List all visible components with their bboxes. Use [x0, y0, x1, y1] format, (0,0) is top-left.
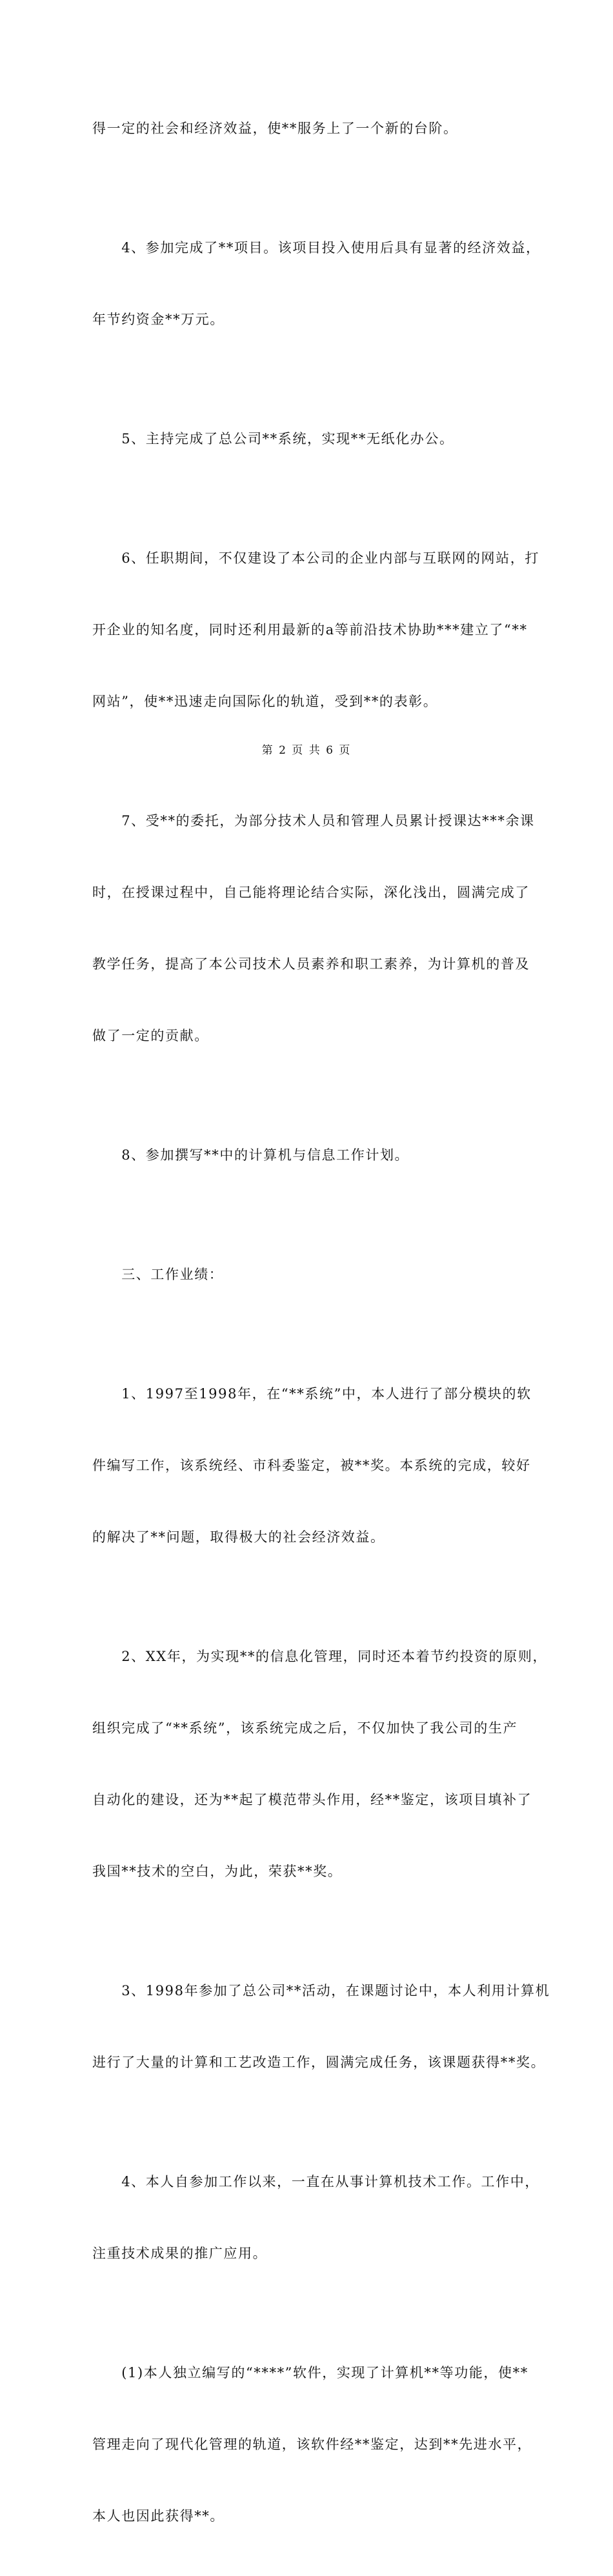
- text-line: 自动化的建设，还为**起了模范带头作用，经**鉴定，该项目填补了: [92, 1792, 532, 1807]
- text-line: 管理走向了现代化管理的轨道，该软件经**鉴定，达到**先进水平，: [92, 2437, 532, 2452]
- paragraph-item-8: [92, 1096, 525, 1215]
- text-line: 本人也因此获得**。: [92, 2508, 225, 2524]
- page-number-footer: 第 2 页 共 6 页: [261, 744, 352, 757]
- text-line: 7、受**的委托，为部分技术人员和管理人员累计授课达***余课: [92, 813, 535, 829]
- paragraph-achievement-2: [92, 1597, 548, 1931]
- paragraph-achievement-4: [92, 2122, 539, 2313]
- text-line: 开企业的知名度，同时还利用最新的a等前沿技术协助***建立了“**: [92, 622, 528, 638]
- paragraph-achievement-3: [92, 1931, 550, 2122]
- text-line: 网站”，使**迅速走向国际化的轨道，受到**的表彰。: [92, 694, 438, 709]
- paragraph-achievement-1: [92, 1334, 532, 1597]
- text-line: 得一定的社会和经济效益，使**服务上了一个新的台阶。: [92, 121, 458, 136]
- text-line: 教学任务，提高了本公司技术人员素养和职工素养，为计算机的普及: [92, 956, 530, 972]
- text-line: 6、任职期间，不仅建设了本公司的企业内部与互联网的网站，打: [92, 550, 539, 566]
- text-line: 1、1997至1998年，在“**系统”中，本人进行了部分模块的软: [92, 1386, 532, 1402]
- section-heading: [92, 1215, 525, 1334]
- document-body: [92, 69, 550, 2576]
- paragraph-item-7: [92, 761, 535, 1096]
- text-line: (1)本人独立编写的“****”软件，实现了计算机**等功能，使**: [92, 2365, 528, 2380]
- paragraph-item-6: [92, 499, 539, 761]
- text-line: 进行了大量的计算和工艺改造工作，圆满完成任务，该课题获得**奖。: [92, 2055, 546, 2070]
- text-line: 5、主持完成了总公司**系统，实现**无纸化办公。: [92, 431, 454, 447]
- paragraph-item-5: [92, 379, 525, 499]
- text-line: 3、1998年参加了总公司**活动，在课题讨论中，本人利用计算机: [92, 1983, 550, 1998]
- paragraph-sub-item-1: [92, 2313, 532, 2576]
- text-line: 三、工作业绩：: [92, 1267, 224, 1282]
- paragraph-continuation: [92, 69, 525, 188]
- text-line: 组织完成了“**系统”，该系统完成之后，不仅加快了我公司的生产: [92, 1720, 518, 1736]
- text-line: 的解决了**问题，取得极大的社会经济效益。: [92, 1529, 385, 1545]
- text-line: 年节约资金**万元。: [92, 312, 225, 327]
- text-line: 时，在授课过程中，自己能将理论结合实际，深化浅出，圆满完成了: [92, 885, 530, 900]
- text-line: 2、XX年，为实现**的信息化管理，同时还本着节约投资的原则，: [92, 1649, 548, 1664]
- text-line: 我国**技术的空白，为此，荣获**奖。: [92, 1864, 343, 1879]
- paragraph-item-4: [92, 188, 541, 379]
- text-line: 4、本人自参加工作以来，一直在从事计算机技术工作。工作中，: [92, 2174, 539, 2189]
- text-line: 做了一定的贡献。: [92, 1028, 209, 1043]
- text-line: 4、参加完成了**项目。该项目投入使用后具有显著的经济效益，: [92, 240, 541, 256]
- text-line: 件编写工作，该系统经、市科委鉴定，被**奖。本系统的完成，较好: [92, 1458, 531, 1473]
- text-line: 8、参加撰写**中的计算机与信息工作计划。: [92, 1147, 410, 1163]
- text-line: 注重技术成果的推广应用。: [92, 2246, 268, 2261]
